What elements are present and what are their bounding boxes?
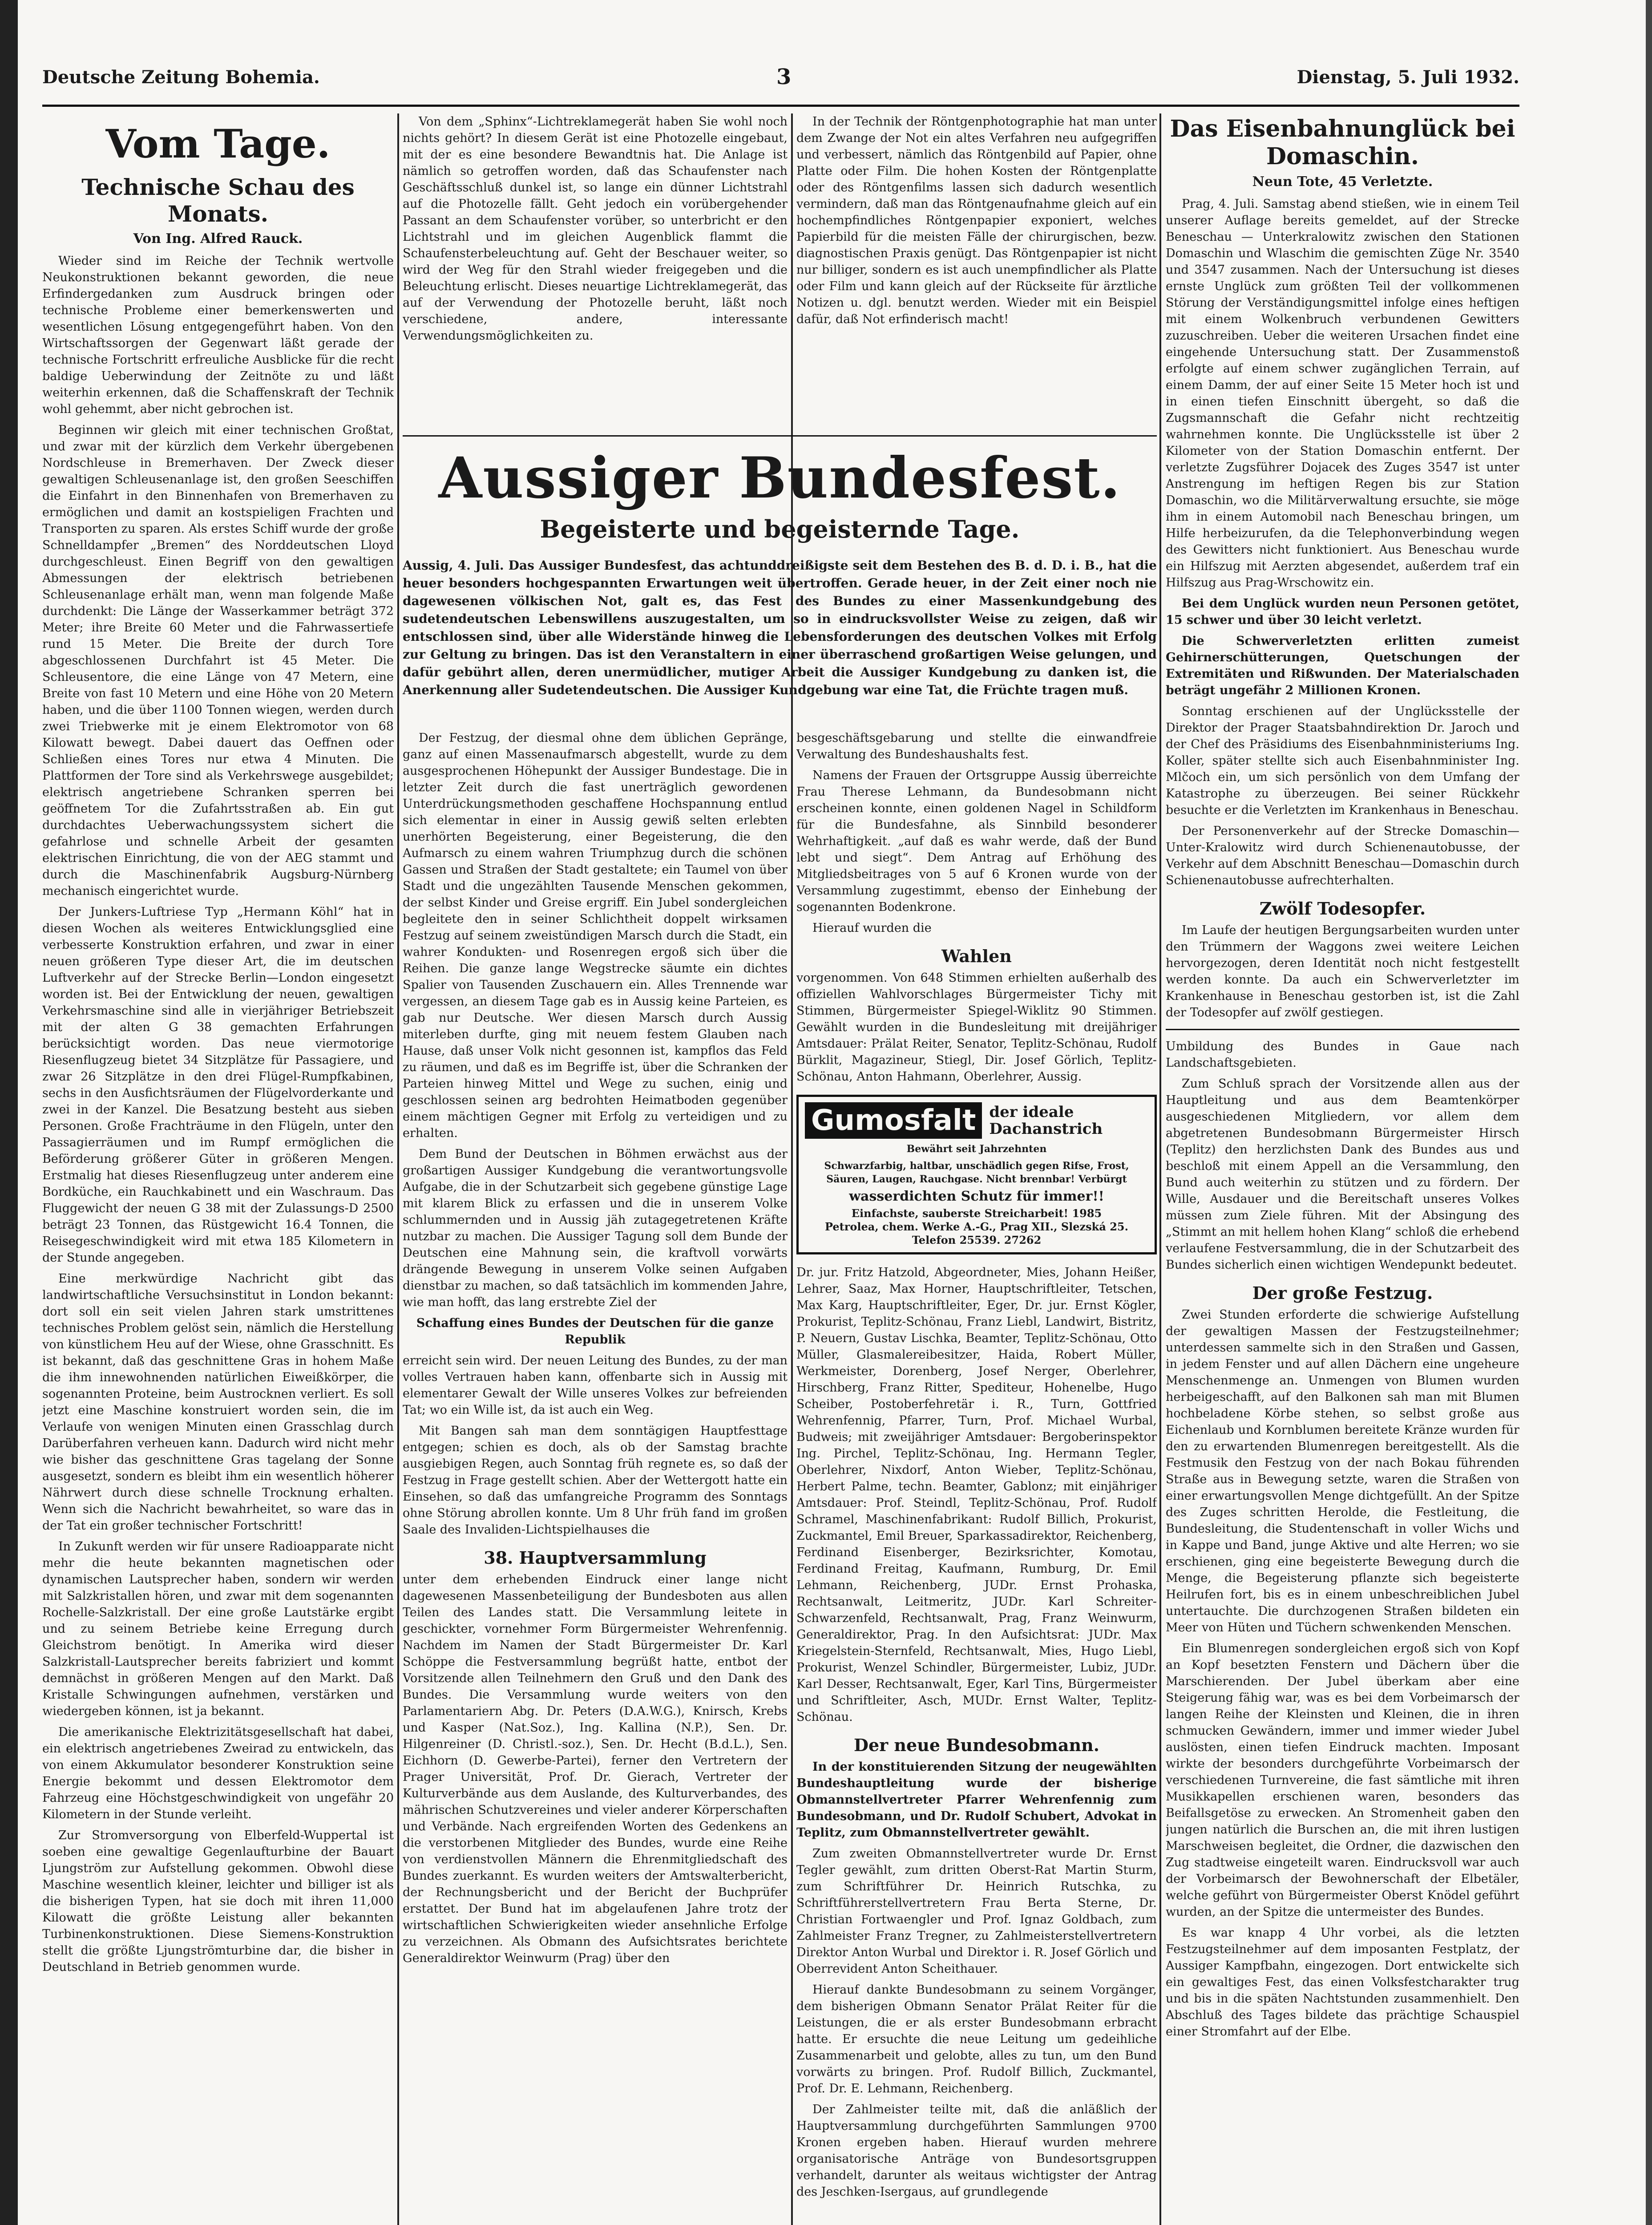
article-paragraph: Eine merkwürdige Nachricht gibt das landwirtschaftliche Versuchsinstitut in London bekannt: dort soll ein seit vielen Jahren stark umstrittenes technisches Problem gelöst sein, nämlich die Herstellung von künstlichem Heu auf der Wiese, ohne Grasschnitt. Es ist bekannt, daß das geschnittene Gras in hohem Maße die ihm innewohnenden natürlichen Eiweißkörper, die sogenannten Proteine, beim Austrocknen verliert. Es soll jetzt eine Maschine konstruiert worden sein, die im Verlaufe von wenigen Minuten einen Grasschlag durch Darüberfahren verheuen kann. Dadurch wird nicht mehr wie bisher das geschnittene Gras tagelang der Sonne ausgesetzt, sondern es bleibt ihm ein wesentlich höherer Nährwert durch diese schnelle Trocknung erhalten. Wenn sich die Nachricht bewahrheitet, so ware das in der Tat ein großer technischer Fortschritt! (42, 1272, 394, 1533)
article-paragraph: Umbildung des Bundes in Gaue nach Landschaftsgebieten. (1166, 1040, 1519, 1070)
article-paragraph: Namens der Frauen der Ortsgruppe Aussig überreichte Frau Therese Lehmann, da Bundesobmann nicht erscheinen konnte, einen goldenen Nagel in Schildform für die Bundesfahne, als Sinnbild besonderer Wehrhaftigkeit. „auf daß es wahr werde, daß der Bund lebt und siegt“. Dem Antrag auf Erhöhung des Mitgliedsbeitrages von 5 auf 6 Kronen wurde von der Versammlung zugestimmt, ebenso der Einhebung der sogenannten Bodenkrone. (796, 769, 1157, 914)
article-paragraph: Der Junkers-Luftriese Typ „Hermann Köhl“ hat in diesen Wochen als weiteres Entwicklungsglied eine verbesserte Konstruktion erfahren, und zwar in einer neuen größeren Type dieser Art, die im deutschen Luftverkehr auf der Strecke Berlin—London eingesetzt worden ist. Bei der Entwicklung der neuen, gewaltigen Verkehrsmaschine sind alle in vierjähriger Betriebszeit mit der alten G 38 gemachten Erfahrungen berücksichtigt worden. Das neue viermotorige Riesenflugzeug bietet 34 Sitzplätze für Passagiere, und zwar 26 Sitzplätze in den drei Flügel-Rumpfkabinen, sechs in den Ausfichtsräumen der Flügelvorderkante und zwei in der Kanzel. Die Besatzung besteht aus sieben Personen. Große Frachträume in den Flügeln, unter den Passagierräumen und im Rumpf ermöglichen die Beförderung größerer Güter in größeren Mengen. Erstmalig hat dieses Riesenflugzeug unter anderem eine Bordküche, ein Rauchkabinett und ein Waschraum. Das Fluggewicht der neuen G 38 mit der Zulassungs-D 2500 beträgt 23 Tonnen, das Rüstgewicht 16.4 Tonnen, die Reisegeschwindigkeit wird mit etwa 185 Kilometern in der Stunde angegeben. (42, 905, 394, 1265)
section-title: Vom Tage. (105, 121, 331, 167)
article-paragraph: Der Zahlmeister teilte mit, daß die anläßlich der Hauptversammlung durchgeführten Sammlungen 9700 Kronen ergeben haben. Hierauf wurden mehrere organisatorische Anträge von Bundesortsgruppen verhandelt, darunter als weitaus wichtigster der Antrag des Jeschken-Isergaus, auf grundlegende (796, 2103, 1157, 2199)
scan-edge-left (0, 0, 18, 2225)
article-lede: In der konstituierenden Sitzung der neugewählten Bundeshauptleitung wurde der bisherige Obmannstellvertreter Pfarrer Wehrenfennig zum Bundesobmann, und Dr. Rudolf Schubert, Advokat in Teplitz, zum Obmannstellvertreter gewählt. (796, 1760, 1157, 1840)
article-paragraph: Beginnen wir gleich mit einer technischen Großtat, und zwar mit der kürzlich dem Verkehr übergebenen Nordschleuse in Bremerhaven. Der Zweck dieser gewaltigen Schleusenanlage ist, den großen Seeschiffen die Einfahrt in den Binnenhafen von Bremerhaven zu ermöglichen und damit an kostspieligen Frachten und Transporten zu sparen. Als erstes Schiff wurde der große Schnelldampfer „Bremen“ des Norddeutschen Lloyd durchgeschleust. Einen Begriff von den gewaltigen Abmessungen der elektrisch betriebenen Schleusenanlage erhält man, wenn man folgende Maße durchdenkt: Die Länge der Wasserkammer beträgt 372 Meter; ihre Breite 60 Meter und die Fahrwassertiefe rund 15 Meter. Die Breite der durch Tore abgeschlossenen Durchfahrt ist 45 Meter. Die Schleusentore, die eine Länge von 47 Metern, eine Breite von fast 10 Metern und eine Höhe von 20 Metern haben, und die über 1100 Tonnen wiegen, werden durch zwei Triebwerke mit je einem Elektromotor von 68 Kilowatt bewegt. Dabei dauert das Oeffnen oder Schließen eines Tores nur etwa 4 Minuten. Die Plattformen der Tore sind als Verkehrswege ausgebildet; elektrisch angetriebene Schranken sperren bei geöffnetem Tor die Zufahrtsstraßen ab. Ein gut durchdachtes Ueberwachungssystem sichert die gefahrlose und schnelle Arbeit der gesamten elektrischen Einrichtung, die von der AEG stammt und durch die Maschinenfabrik Augsburg-Nürnberg mechanisch eingerichtet wurde. (42, 423, 394, 898)
article-paragraph: besgeschäftsgebarung und stellte die einwandfreie Verwaltung des Bundeshaushalts fest. (796, 731, 1157, 761)
article-paragraph: Mit Bangen sah man dem sonntägigen Hauptfesttage entgegen; schien es doch, als ob der Samstag brachte ausgiebigen Regen, auch Sonntag früh regnete es, so daß der Festzug in Frage gestellt schien. Aber der Wettergott hatte ein Einsehen, so daß das umfangreiche Programm des Sonntags ohne Störung abrollen konnte. Um 8 Uhr früh fand im großen Saale des Invaliden-Lichtspielhauses die (403, 1424, 788, 1537)
masthead-left: Deutsche Zeitung Bohemia. (42, 67, 320, 88)
article-paragraph: Ein Blumenregen sondergleichen ergoß sich von Kopf an Kopf besetzten Fenstern und Dächern über die Marschierenden. Der Jubel überkam aber eine Steigerung fähig war, was es bei dem Vorbeimarsch der langen Reihe der Kleinsten und Kleinen, die in ihren schmucken Gewändern, immer und immer wieder Jubel auslösten, einen tiefen Eindruck machten. Imposant wirkte der besonders durchgeführte Vorbeimarsch der verschiedenen Turnvereine, die fast sämtliche mit ihren Musikkapellen erschienen waren, besonders das Beifallsgetöse zu erwecken. An Stromenheit gaben den jungen natürlich die Burschen an, die mit ihren lustigen Marschweisen begleitet, die Ordner, die dazwischen den Zug stadtweise eingeteilt waren. Eindrucksvoll war auch der Vorbeimarsch der Bewohnerschaft der Elbetäler, welche geführt von Bürgermeister Oberst Knödel geführt wurden, an der Spitze die untermeister des Bundes. (1166, 1642, 1519, 1919)
article-paragraph: In der Technik der Röntgenphotographie hat man unter dem Zwange der Not ein altes Verfahren neu aufgegriffen und verbessert, nämlich das Röntgenbild auf Papier, ohne Platte oder Film. Die hohen Kosten der Röntgenplatte oder des Röntgenfilms lassen sich dadurch wesentlich vermindern, daß man das Röntgenaufnahme gleich auf ein hochempfindliches Röntgenpapier exponiert, welches Papierbild für die meisten Fälle der chirurgischen, bezw. diagnostischen Praxis genügt. Das Röntgenpapier ist nicht nur billiger, sondern es ist auch unempfindlicher als Platte oder Film und kann gleich auf der Rückseite für ärztliche Notizen u. dgl. benutzt werden. Wieder mit ein Beispiel dafür, daß Not erfinderisch macht! (796, 115, 1157, 326)
column-3 (796, 730, 1157, 2225)
section-head-obmann: Der neue Bundesobmann. (854, 1735, 1099, 1755)
page-number: 3 (776, 65, 792, 89)
article-paragraph: Die amerikanische Elektrizitätsgesellschaft hat dabei, ein elektrisch angetriebenes Zweirad zu entwickeln, das von einem Akkumulator besonderer Konstruktion seine Energie bekommt und dessen Elektromotor dem Fahrzeug eine Höchstgeschwindigkeit von ungefähr 20 Kilometern in der Stunde verleiht. (42, 1725, 394, 1821)
feature-subtitle: Begeisterte und begeisternde Tage. (540, 515, 1020, 543)
ad-line: Bewährt seit Jahrzehnten (906, 1143, 1047, 1155)
section-head-festzug: Der große Festzug. (1252, 1283, 1433, 1303)
ad-year: 1985 (1072, 1207, 1102, 1220)
section-head-todesopfer: Zwölf Todesopfer. (1259, 898, 1426, 918)
article-byline: Neun Tote, 45 Verletzte. (1252, 174, 1433, 190)
advertisement (796, 1095, 1157, 1254)
column-rule (1159, 113, 1161, 2225)
ad-line: Petrolea, chem. Werke A.-G., Prag XII., Slezská 25. (825, 1220, 1128, 1233)
ad-line: wasserdichten Schutz für immer!! (849, 1189, 1104, 1204)
ad-line: Schwarzfarbig, haltbar, unschädlich gegen Rifse, Frost, Säuren, Laugen, Rauchgase. Nicht brennbar! Verbürgt (824, 1160, 1129, 1185)
page-header (42, 67, 1519, 93)
column-4 (1166, 113, 1519, 2225)
article-paragraph: Dr. jur. Fritz Hatzold, Abgeordneter, Mies, Johann Heißer, Lehrer, Saaz, Max Horner, Hauptschriftleiter, Tetschen, Max Karg, Hauptschriftleiter, Eger, Dr. jur. Ernst Kögler, Prokurist, Teplitz-Schönau, Franz Liebl, Landwirt, Bistritz, P. Neuern, Gustav Lischka, Beamter, Teplitz-Schönau, Otto Müller, Glasmalereibesitzer, Haida, Robert Müller, Werkmeister, Dorenberg, Josef Nerger, Oberlehrer, Hirschberg, Franz Ritter, Spediteur, Hohenelbe, Hugo Scheiber, Postoberfehretär i. R., Turn, Gottfried Wehrenfennig, Pfarrer, Turn, Prof. Michael Wurbal, Budweis; mit zweijähriger Amtsdauer: Bergoberinspektor Ing. Pirchel, Teplitz-Schönau, Ing. Hermann Tegler, Oberlehrer, Nixdorf, Anton Wieber, Teplitz-Schönau, Herbert Palme, techn. Beamter, Gablonz; mit einjähriger Amtsdauer: Prof. Steindl, Teplitz-Schönau, Prof. Rudolf Schramel, Maschinenfabrikant: Rudolf Billich, Prokurist, Zuckmantel, Emil Breuer, Sparkassadirektor, Reichenberg, Ferdinand Eisenberger, Bezirksrichter, Komotau, Ferdinand Freitag, Kaufmann, Rumburg, Dr. Emil Lehmann, Reichenberg, JUDr. Ernst Prohaska, Rechtsanwalt, Leitmeritz, JUDr. Karl Schreiter-Schwarzenfeld, Rechtsanwalt, Prag, Franz Weinwurm, Generaldirektor, Prag. In den Aufsichtsrat: JUDr. Max Kriegelstein-Sternfeld, Rechtsanwalt, Mies, Hugo Liebl, Prokurist, Wenzel Schindler, Bürgermeister, Lubiz, JUDr. Karl Desser, Rechtsanwalt, Eger, Karl Tins, Bürgermeister und Schriftleiter, Asch, MUDr. Ernst Walter, Teplitz-Schönau. (796, 1266, 1157, 1724)
article-paragraph: Wieder sind im Reiche der Technik wertvolle Neukonstruktionen bekannt geworden, die neue Erfindergedanken zum Ausdruck bringen oder technische Probleme einer bemerkenswerten und wesentlichen Lösung entgegengeführt haben. Von den Wirtschaftssorgen der Gegenwart läßt gerade der technische Fortschritt erfreuliche Ausblicke für die recht baldige Ueberwindung der Zeitnöte zu und läßt weiterhin erkennen, daß die Schaffenskraft der Technik wohl gehemmt, aber nicht gebrochen ist. (42, 254, 394, 416)
header-rule (42, 105, 1519, 107)
article-paragraph: unter dem erhebenden Eindruck einer lange nicht dagewesenen Massenbeteiligung der Bundesboten aus allen Teilen des Landes statt. Die Versammlung leitete in geschickter, vornehmer Form Bürgermeister Wehrenfennig. Nachdem im Namen der Stadt Bürgermeister Dr. Karl Schöppe die Festversammlung begrüßt hatte, entbot der Vorsitzende allen Teilnehmern den Gruß und den Dank des Bundes. Die Versammlung wurde weiters von den Parlamentariern Abg. Dr. Peters (D.A.W.G.), Knirsch, Krebs und Kasper (Nat.Soz.), Ing. Kallina (N.P.), Sen. Dr. Hilgenreiner (D. Christl.-soz.), Sen. Dr. Hecht (B.d.L.), Sen. Eichhorn (D. Gewerbe-Partei), ferner den Vertretern der Prager Universität, Prof. Dr. Gierach, Vertreter der Kulturverbände aus dem Auslande, des Kulturverbandes, des mährischen Schutzvereines und vieler anderer Körperschaften und Verbände. Nach ergreifenden Worten des Gedenkens an die verstorbenen Mitglieder des Bundes, wurde eine Reihe von verdienstvollen Männern die Ehrenmitgliedschaft des Bundes zuerkannt. Es wurden weiters der Amtswalterbericht, der Rechnungsbericht und der Bericht der Buchprüfer erstattet. Der Bund hat im abgelaufenen Jahre trotz der wirtschaftlichen Schwierigkeiten wieder ansehnliche Erfolge zu verzeichnen. Als Obmann des Aufsichtsrates berichtete Generaldirektor Weinwurm (Prag) über den (403, 1573, 788, 1965)
ad-line: Einfachste, sauberste Streicharbeit! 1985 (851, 1207, 1102, 1220)
article-paragraph: Hierauf dankte Bundesobmann zu seinem Vorgänger, dem bisherigen Obmann Senator Prälat Reiter für die Leistungen, die er als erster Bundesobmann erbracht hatte. Er ersuchte die neue Leitung um gedeihliche Zusammenarbeit und gelobte, alles zu tun, um den Bund vorwärts zu bringen. Prof. Rudolf Billich, Zuckmantel, Prof. Dr. E. Lehmann, Reichenberg. (796, 1983, 1157, 2096)
column-3-top (796, 113, 1157, 421)
feature-header (403, 427, 1157, 699)
article-subhead: Schaffung eines Bundes der Deutschen für die ganze Republik (416, 1316, 774, 1347)
feature-lede: Aussig, 4. Juli. Das Aussiger Bundesfest, das achtunddreißigste seit dem Bestehen des B. d. D. i. B., hat die heuer besonders hochgespannten Erwartungen weit übertroffen. Gerade heuer, in der Zeit einer noch nie dagewesenen völkischen Not, galt es, das Fest des Bundes zu einer Massenkundgebung des sudetendeutschen Lebenswillens auszugestalten, um so in eindrucksvollster Weise zu zeigen, daß wir entschlossen sind, über alle Widerstände hinweg die Lebensforderungen des deutschen Volkes mit Erfolg zur Geltung zu bringen. Das ist den Veranstaltern in einer überraschend großartigen Weise gelungen, und dafür gebührt allen, deren unermüdlicher, mutiger Arbeit die Aussiger Kundgebung zu danken ist, die Anerkennung aller Sudetendeutschen. Die Aussiger Kundgebung war eine Tat, die Früchte tragen muß. (403, 558, 1157, 697)
article-paragraph: Bei dem Unglück wurden neun Personen getötet, 15 schwer und über 30 leicht verletzt. (1166, 597, 1519, 627)
article-paragraph: In Zukunft werden wir für unsere Radioapparate nicht mehr die heute bekannten magnetischen oder dynamischen Lautsprecher haben, sondern wir werden mit Salzkristallen hören, und zwar mit dem sogenannten Rochelle-Salzkristall. Der eine große Lautstärke ergibt und zu seinem Betriebe keine Erregung durch Gleichstrom benötigt. In Amerika wird dieser Salzkristall-Lautsprecher bereits fabriziert und kommt demnächst in größeren Mengen auf den Markt. Daß Kristalle Schwingungen aufnehmen, verstärken und wiedergeben können, ist ja bekannt. (42, 1540, 394, 1718)
article-paragraph: Der Festzug, der diesmal ohne dem üblichen Gepränge, ganz auf einen Massenaufmarsch abgestellt, wurde zu dem ausgesprochenen Höhepunkt der Aussiger Bundestage. Die in letzter Zeit durch die fast unerträglich gewordenen Unterdrückungsmethoden geschaffene Hochspannung entlud sich elementar in einer in Aussig gewiß selten erlebten unerhörten Begeisterung, einer Begeisterung, die den Aufmarsch zu einem wahren Triumphzug durch die schönen Gassen und Straßen der Stadt gestaltete; ein Taumel von über Stadt und die ungezählten Tausende Menschen gekommen, der selbst Kinder und Greise ergriff. Ein Jubel sondergleichen begleitete den in seiner Schlichtheit doppelt wirksamen Festzug auf seinem zweistündigen Marsch durch die Stadt, ein wahrer Kondukten- und Rosenregen ergoß sich über die Reihen. Die ganze lange Wegstrecke säumte ein dichtes Spalier von Tausenden Zuschauern ein. Alles Trennende war vergessen, an diesem Tage gab es in Aussig keine Parteien, es gab nur Deutsche. Wer diesen Marsch durch Aussig miterleben durfte, ging mit neuem festem Glauben nach Hause, daß unser Volk nicht gesonnen ist, kampflos das Feld zu räumen, und daß es im Begriffe ist, über die Schranken der Parteien hinweg Mittel und Wege zu suchen, einig und geschlossen seinen arg bedrohten Heimatboden gegenüber einem mächtigen Gegner mit Erfolg zu verteidigen und zu erhalten. (403, 731, 788, 1140)
issue-date: Dienstag, 5. Juli 1932. (1297, 67, 1519, 88)
article-paragraph: Zwei Stunden erforderte die schwierige Aufstellung der gewaltigen Massen der Festzugsteilnehmer; unterdessen sammelte sich in den Straßen und Gassen, in jedem Fenster und auf allen Dächern eine ungeheure Menschenmenge an. Unmengen von Blumen wurden herbeigeschafft, auf den Balkonen sah man mit Blumen hochbeladene Körbe stehen, so selbst große aus Eichenlaub und Kornblumen bereitete Kränze wurden für den zu erwartenden Blumenregen bereitgestellt. Als die Festmusik den Festzug von der nach Bokau führenden Straße aus in Bewegung setzte, waren die Straßen von einer erwartungsvollen Menge dichtgefüllt. An der Spitze des Zuges schritten Herolde, die Festleitung, die Bundesleitung, die Studentenschaft in voller Wichs und in Kappe und Band, junge Aktive und alte Herren; wo sie erschienen, ging eine begeisterte Bewegung durch die Menge, die Begeisterung pflanzte sich begeisterte Heilrufen fort, bis es in einem unbeschreiblichen Jubel untertauchte. Die durchzogenen Straßen bildeten ein Meer von Hüten und Tüchern schwenkenden Menschen. (1166, 1308, 1519, 1634)
article-paragraph: Die Schwerverletzten erlitten zumeist Gehirnerschütterungen, Quetschungen der Extremitäten und Rißwunden. Der Materialschaden beträgt ungefähr 2 Millionen Kronen. (1166, 634, 1519, 697)
article-paragraph: Sonntag erschienen auf der Unglücksstelle der Direktor der Prager Staatsbahndirektion Dr. Jaroch und der Chef des Präsidiums des Eisenbahnministeriums Ing. Koller, später stellte sich auch Eisenbahnminister Ing. Mlčoch ein, um sich persönlich von dem Umfang der Katastrophe zu überzeugen. Bei seiner Rückkehr besuchte er die Verletzten im Krankenhaus in Beneschau. (1166, 704, 1519, 817)
article-paragraph: Hierauf wurden die (812, 921, 932, 935)
article-byline: Von Ing. Alfred Rauck. (133, 231, 303, 247)
ad-tagline: der ideale Dachanstrich (989, 1103, 1103, 1138)
scan-edge-right (1646, 0, 1652, 2225)
section-head-wahlen: Wahlen (941, 946, 1012, 966)
article-paragraph: Zum zweiten Obmannstellvertreter wurde Dr. Ernst Tegler gewählt, zum dritten Oberst-Rat Martin Sturm, zum Schriftführer Dr. Heinrich Rutschka, zu Schriftführerstellvertretern Frau Berta Sterne, Dr. Christian Fortwaengler und Prof. Ignaz Goldbach, zum Zahlmeister Franz Tregner, zu Zahlmeisterstellvertretern Direktor Anton Wurbal und Direktor i. R. Josef Görlich und Oberrevident Anton Scheithauer. (796, 1847, 1157, 1976)
divider (403, 435, 1157, 437)
article-paragraph: Dem Bund der Deutschen in Böhmen erwächst aus der großartigen Aussiger Kundgebung die verantwortungsvolle Aufgabe, die in der Schutzarbeit sich gegebene günstige Lage mit klarem Blick zu erfassen und die in unserem Volke schlummernden und in Aussig jäh zutagegetretenen Kräfte nutzbar zu machen. Die Aussiger Tagung soll dem Bunde der Deutschen eine Mahnung sein, die kraftvoll vorwärts drängende Bewegung in unserem Volke seinen Aufgaben dienstbar zu machen, so daß tatsächlich im kommenden Jahre, wie man hofft, das lang erstrebte Ziel der (403, 1147, 788, 1309)
column-2 (403, 730, 788, 2225)
article-paragraph: Von dem „Sphinx“-Lichtreklamegerät haben Sie wohl noch nichts gehört? In diesem Gerät ist eine Photozelle eingebaut, mit der es eine besondere Bewandtnis hat. Die Anlage ist nämlich so getroffen worden, daß das Schaufenster nach Geschäftsschluß dunkel ist, so lange ein dünner Lichtstrahl auf die Photozelle fällt. Geht jedoch ein vorübergehender Passant an dem Schaufenster vorüber, so unterbricht er den Lichtstrahl und im gleichen Augenblick flammt die Schaufensterbeleuchtung auf. Geht der Beschauer weiter, so wird der Weg für den Strahl wieder freigegeben und die Beleuchtung erlischt. Dieses neuartige Lichtreklamegerät, das auf der Verwendung der Photozelle beruht, läßt noch verschiedene, andere, interessante Verwendungsmöglichkeiten zu. (403, 115, 788, 343)
ad-line: Telefon 25539. 27262 (912, 1234, 1042, 1246)
column-1 (42, 113, 394, 2225)
article-title: Das Eisenbahnunglück bei Domaschin. (1170, 115, 1515, 170)
ad-brand: Gumosfalt (805, 1102, 982, 1139)
divider (1166, 1029, 1519, 1030)
article-paragraph: erreicht sein wird. Der neuen Leitung des Bundes, zu der man volles Vertrauen haben kann, offenbarte sich in Aussig mit elementarer Gewalt der Wille unseres Volkes zur befreienden Tat; wo ein Wille ist, da ist auch ein Weg. (403, 1354, 788, 1417)
ad-brand-row (805, 1102, 1148, 1139)
article-paragraph: vorgenommen. Von 648 Stimmen erhielten außerhalb des offiziellen Wahlvorschlages Bürgermeister Tichy mit Stimmen, Bürgermeister Spiegel-Wiklitz 90 Stimmen. Gewählt wurden in die Bundesleitung mit dreijähriger Amtsdauer: Prälat Reiter, Senator, Teplitz-Schönau, Rudolf Bürklit, Magazineur, Stiegl, Dir. Josef Görlich, Teplitz-Schönau, Anton Hahmann, Oberlehrer, Aussig. (796, 971, 1157, 1084)
article-paragraph: Prag, 4. Juli. Samstag abend stießen, wie in einem Teil unserer Auflage bereits gemeldet, auf der Strecke Beneschau — Unterkralowitz zwischen den Stationen Domaschin und Wlaschim die gemischten Züge Nr. 3540 und 3547 zusammen. Nach der Untersuchung ist dieses ernste Unglück zum größten Teil der vollkommenen Störung der Verständigungsmittel infolge eines heftigen mit einem Wolkenbruch verbundenen Gewitters zuzuschreiben. Ueber die weiteren Ursachen findet eine eingehende Untersuchung statt. Der Zusammenstoß erfolgte auf einem schwer zugänglichen Terrain, auf einem Damm, der auf einer Seite 15 Meter hoch ist und in einen tiefen Einschnitt übergeht, so daß die Zugsmannschaft die Gefahr nicht rechtzeitig wahrnehmen konnte. Die Unglücksstelle ist über 2 Kilometer von der Station Domaschin entfernt. Der verletzte Zugsführer Dojacek des Zuges 3547 ist unter Anstrengung im heftigen Regen bis zur Station Domaschin, wo die Militärverwaltung ersuchte, sie möge ihm in einem Automobil nach Beneschau bringen, um Hilfe herbeizurufen, da die Telephonverbindung wegen des Gewitters nicht funktioniert. Aus Beneschau wurde ein Hilfszug mit Aerzten abgesendet, außerdem traf ein Hilfszug aus Prag-Wrschowitz ein. (1166, 197, 1519, 590)
article-paragraph: Der Personenverkehr auf der Strecke Domaschin—Unter-Kralowitz wird durch Schienenautobusse, der Verkehr auf dem Abschnitt Beneschau—Domaschin durch Schienenautobusse aufrechterhalten. (1166, 824, 1519, 887)
article-title: Technische Schau des Monats. (81, 174, 355, 227)
column-2-top (403, 113, 788, 421)
feature-title: Aussiger Bundesfest. (438, 445, 1121, 511)
article-paragraph: Zur Stromversorgung von Elberfeld-Wuppertal ist soeben eine gewaltige Gegenlaufturbine der Bauart Ljungström zur Aufstellung gekommen. Obwohl diese Maschine wesentlich kleiner, leichter und billiger ist als die bisherigen Typen, hat sie doch mit ihren 11,000 Kilowatt die größte Leistung aller bekannten Turbinenkonstruktionen. Diese Siemens-Konstruktion stellt die größte Ljungströmturbine dar, die bisher in Deutschland in Betrieb genommen wurde. (42, 1829, 394, 1974)
article-paragraph: Im Laufe der heutigen Bergungsarbeiten wurden unter den Trümmern der Waggons zwei weitere Leichen hervorgezogen, deren Identität noch nicht festgestellt werden konnte. Da auch ein Schwerverletzter im Krankenhause in Beneschau gestorben ist, ist die Zahl der Todesopfer auf zwölf gestiegen. (1166, 923, 1519, 1019)
section-head-38: 38. Hauptversammlung (484, 1548, 707, 1568)
column-rule (397, 113, 399, 2225)
article-paragraph: Es war knapp 4 Uhr vorbei, als die letzten Festzugsteilnehmer auf dem imposanten Festplatz, der Aussiger Kampfbahn, eingezogen. Dort entwickelte sich ein gewaltiges Fest, das einen Volksfestcharakter trug und bis in die späten Nachtstunden zusammenhielt. Den Abschluß des Tages bildete das prächtige Schauspiel einer Stromfahrt auf der Elbe. (1166, 1926, 1519, 2039)
article-paragraph: Zum Schluß sprach der Vorsitzende allen aus der Hauptleitung und aus dem Beamtenkörper ausgeschiedenen Mitgliedern, vor allem dem abgetretenen Bundesobmann Bürgermeister Hirsch (Teplitz) den herzlichsten Dank des Bundes aus und beschloß mit einem Appell an die Versammlung, den Bund auch weiterhin zu stützen und zu fördern. Der Wille, Ausdauer und die Bereitschaft unseres Volkes müssen zum Ziele führen. Mit der Absingung des „Stimmt an mit hellem hohen Klang“ schloß die erhebend verlaufene Festversammlung, die in der Schutzarbeit des Bundes sicherlich einen wichtigen Wendepunkt bedeutet. (1166, 1077, 1519, 1272)
